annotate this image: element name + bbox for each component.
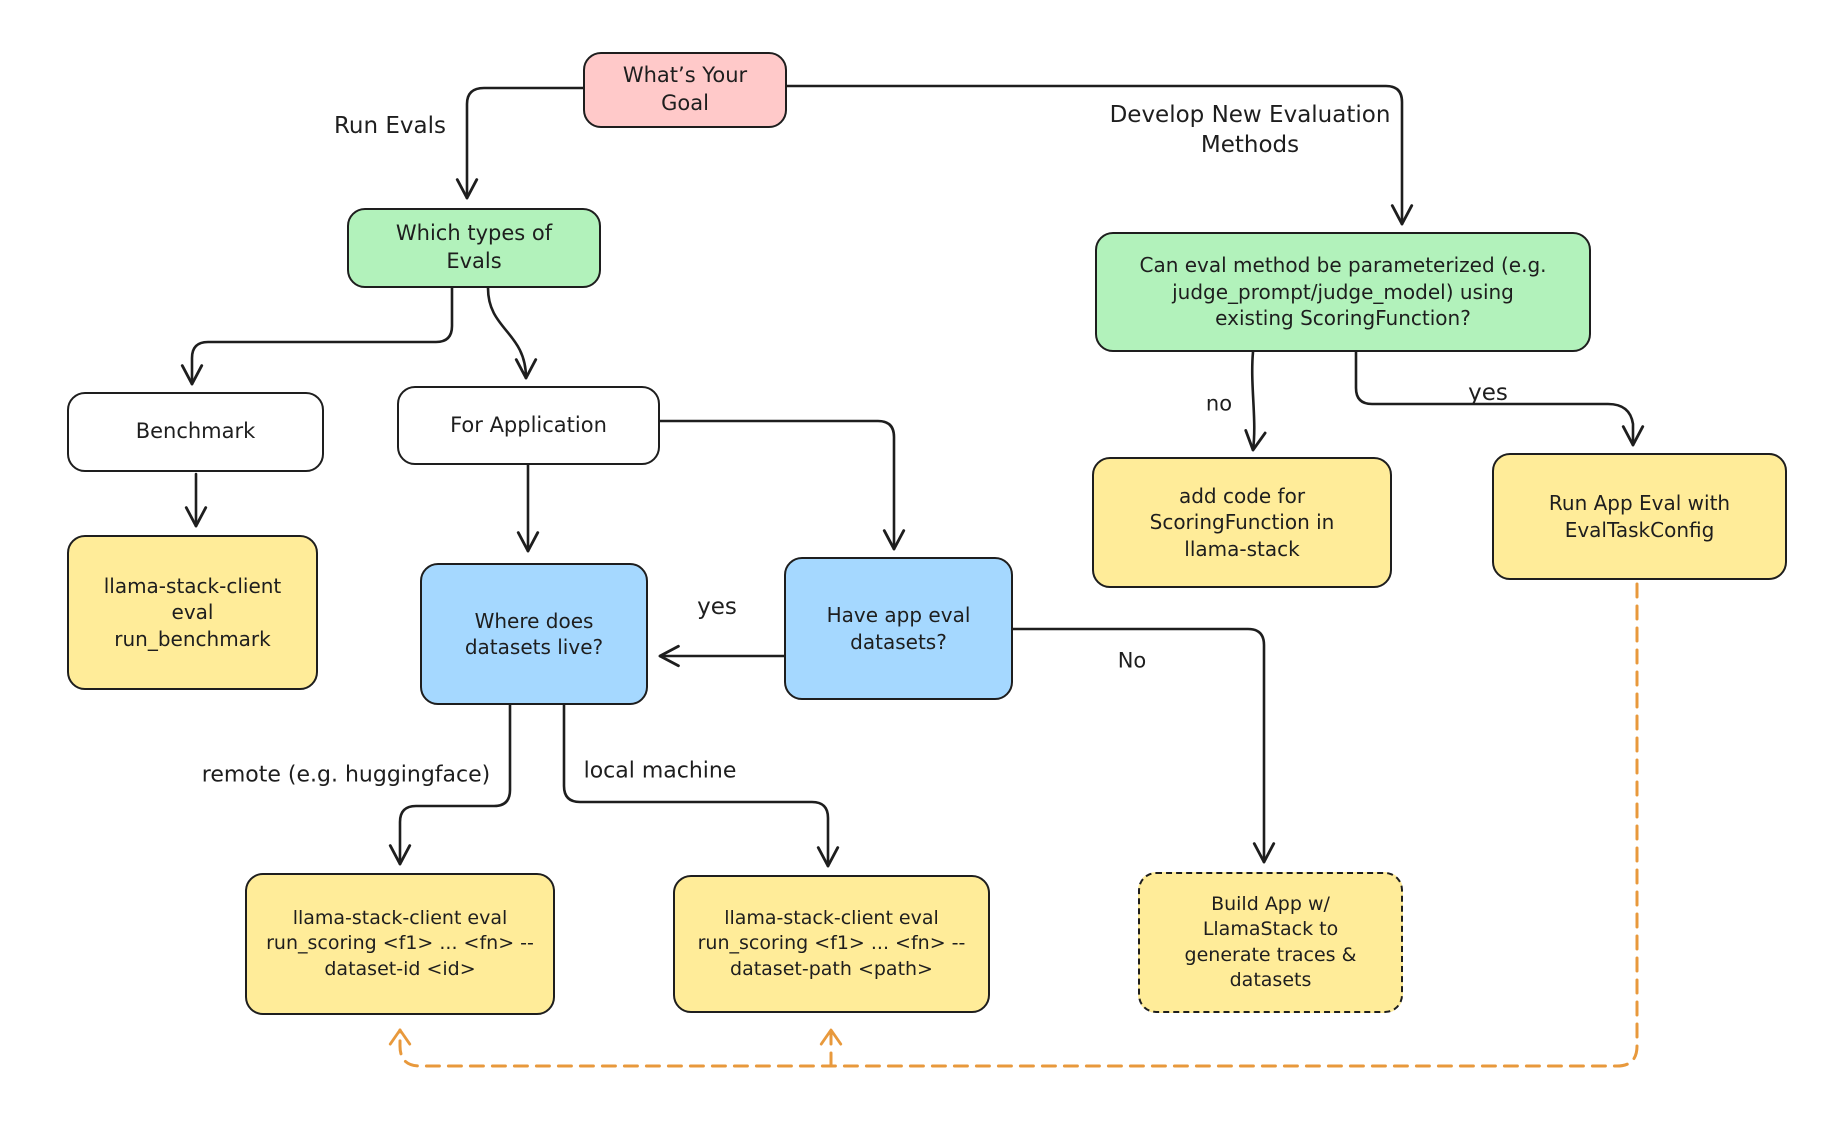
node-param-question bbox=[1095, 232, 1591, 352]
node-which-types-of-evals bbox=[347, 208, 601, 288]
node-whats-your-goal bbox=[583, 52, 787, 128]
node-add-code-scoringfunction bbox=[1092, 457, 1392, 588]
node-for-application-label: For Application bbox=[450, 412, 607, 437]
node-run-scoring-dataset-id-command bbox=[245, 873, 555, 1015]
edge-label-param-yes: yes bbox=[1468, 380, 1508, 407]
node-have-app-eval-datasets-label: Have app eval datasets? bbox=[826, 603, 971, 654]
node-which-types-of-evals-label: Which types of Evals bbox=[395, 221, 553, 273]
edge-label-have-no: No bbox=[1117, 648, 1147, 673]
edge-which-types-to-for-application bbox=[488, 288, 526, 378]
node-for-application bbox=[397, 386, 660, 465]
edge-label-param-no: no bbox=[1205, 391, 1233, 416]
node-run-scoring-dataset-id-command-label: llama-stack-client eval run_scoring <f1> ... <fn> --dataset-id <id> bbox=[266, 907, 534, 980]
node-have-app-eval-datasets bbox=[784, 557, 1013, 700]
node-benchmark bbox=[67, 392, 324, 472]
node-where-does-datasets-live bbox=[420, 563, 648, 705]
node-run-scoring-dataset-path-command bbox=[673, 875, 990, 1013]
node-build-app-llamastack bbox=[1138, 872, 1403, 1013]
node-whats-your-goal-label: What’s Your Goal bbox=[622, 63, 748, 115]
edge-for-application-to-have-datasets bbox=[660, 421, 894, 549]
node-run-app-eval bbox=[1492, 453, 1787, 580]
edge-label-run-evals: Run Evals bbox=[333, 113, 447, 140]
node-run-benchmark-command bbox=[67, 535, 318, 690]
node-run-benchmark-command-label: llama-stack-client eval run_benchmark bbox=[103, 573, 282, 651]
edge-label-develop-new-methods: Develop New Evaluation Methods bbox=[1109, 102, 1391, 158]
edge-label-have-yes: yes bbox=[697, 594, 737, 621]
edge-goal-to-which-types bbox=[467, 88, 583, 198]
node-run-scoring-dataset-path-command-label: llama-stack-client eval run_scoring <f1> ... <fn> --dataset-path <path> bbox=[697, 907, 966, 980]
edge-which-types-to-benchmark bbox=[192, 288, 452, 384]
node-where-does-datasets-live-label: Where does datasets live? bbox=[464, 608, 604, 659]
edge-label-local: local machine bbox=[583, 758, 737, 784]
edge-param-question-no-to-add-code bbox=[1252, 352, 1254, 450]
edge-label-remote: remote (e.g. huggingface) bbox=[201, 762, 491, 788]
node-run-app-eval-label: Run App Eval with EvalTaskConfig bbox=[1548, 491, 1731, 542]
node-param-question-label: Can eval method be parameterized (e.g. judge_prompt/judge_model) using existing ScoringFunction? bbox=[1139, 253, 1547, 331]
node-build-app-llamastack-label: Build App w/ LlamaStack to generate traces & datasets bbox=[1184, 893, 1357, 991]
node-add-code-scoringfunction-label: add code for ScoringFunction in llama-stack bbox=[1149, 483, 1335, 561]
node-benchmark-label: Benchmark bbox=[135, 419, 256, 444]
